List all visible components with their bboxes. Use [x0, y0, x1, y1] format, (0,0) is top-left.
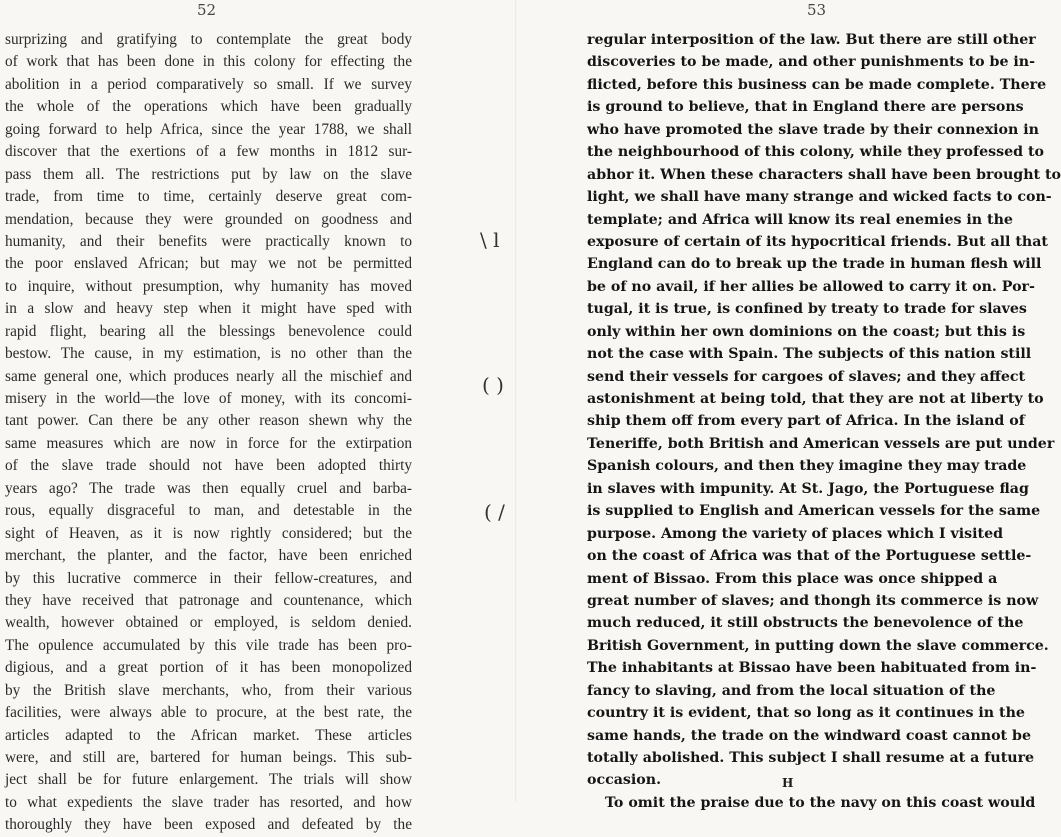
page-number-left: 52: [197, 1, 217, 19]
text-line: to what expedients the slave trader has resorted, and how: [5, 793, 412, 811]
page-number-right: 53: [807, 1, 827, 19]
text-line: by the British slave merchants, who, from their various: [5, 681, 412, 699]
text-line: in a slow and heavy step when it might have sped with: [5, 300, 412, 318]
text-line: they have received that patronage and countenance, which: [5, 591, 412, 609]
text-line: country it is evident, that so long as it continues in the: [587, 705, 1025, 722]
text-line: wealth, however obtained or employed, is seldom denied.: [5, 614, 412, 632]
right-page: [560, 0, 1061, 811]
text-line: regular interposition of the law. But there are still other: [587, 32, 1036, 48]
text-line: were, and still are, bartered for human beings. This sub-: [5, 749, 412, 766]
text-line: the whole of the operations which have been gradually: [5, 98, 412, 116]
text-line: rapid flight, bearing all the blessings benevolence could: [5, 322, 412, 340]
signature-mark: H: [782, 776, 794, 790]
text-line: only within her own dominions on the coast; but this is: [587, 323, 1026, 340]
gutter: [470, 0, 560, 801]
text-line: surprizing and gratifying to contemplate the great body: [5, 31, 412, 48]
gutter-mark: \ l: [480, 228, 500, 252]
text-line: the neighbourhood of this colony, while they professed to: [587, 144, 1045, 161]
text-line: sight of Heaven, as it is now rightly considered; but the: [5, 524, 412, 542]
text-line: trade, from time to time, certainly deserve great com-: [5, 188, 412, 206]
text-line: be of no avail, if her allies be allowed to carry it on. Por-: [587, 278, 1035, 295]
text-line: on the coast of Africa was that of the Portuguese settle-: [587, 548, 1032, 565]
text-line: tant power. Can there be any other reason shewn why the: [5, 412, 412, 430]
text-line: ject shall be for future enlargement. The trials will show: [5, 771, 412, 789]
text-line: British Government, in putting down the slave commerce.: [587, 637, 1049, 654]
text-line: The opulence accumulated by this vile trade has been pro-: [5, 636, 412, 654]
text-line: same general one, which produces nearly all the mischief and: [5, 367, 412, 385]
text-line: merchant, the planter, and the factor, have been enriched: [5, 547, 412, 565]
text-line: abolition in a period comparatively so small. If we survey: [5, 75, 412, 93]
text-line: great number of slaves; and thongh its commerce is now: [587, 592, 1039, 609]
text-line: thoroughly they have been exposed and defeated by the: [5, 816, 412, 834]
text-line: fancy to slaving, and from the local situation of the: [587, 682, 996, 699]
text-line: Spanish colours, and then they imagine they may trade: [587, 458, 1027, 475]
text-line: of the slave trade should not have been adopted thirty: [5, 457, 412, 475]
text-line: same measures which are now in force for the extirpation: [5, 434, 412, 452]
text-line: pass them all. The restrictions put by law on the slave: [5, 165, 412, 183]
text-line: misery in the world—the love of money, with its concomi-: [5, 390, 412, 407]
text-line: is ground to believe, that in England there are persons: [587, 99, 1024, 116]
text-line: totally abolished. This subject I shall resume at a future: [587, 750, 1035, 766]
text-line: not the case with Spain. The subjects of this nation still: [587, 346, 1032, 363]
text-line: bestow. The cause, in my estimation, is no other than the: [5, 345, 412, 363]
right-page-text: [587, 29, 1061, 814]
text-line: template; and Africa will know its real enemies in the: [587, 211, 1013, 228]
text-line: going forward to help Africa, since the year 1788, we shall: [5, 120, 412, 138]
text-line: ment of Bissao. From this place was once shipped a: [587, 570, 998, 587]
gutter-mark: ( /: [484, 500, 505, 524]
text-line: to inquire, without presumption, why humanity has moved: [5, 277, 412, 295]
text-line: facilities, were always able to procure, at the best rate, the: [5, 704, 412, 722]
text-line: exposure of certain of its hypocritical friends. But all that: [587, 233, 1048, 250]
text-line: tugal, it is true, is confined by treaty to trade for slaves: [587, 301, 1027, 318]
left-page: [0, 0, 470, 834]
text-line: in slaves with impunity. At St. Jago, the Portuguese flag: [587, 480, 1029, 497]
text-line: discover that the exertions of a few months in 1812 sur-: [5, 143, 412, 161]
text-line: same hands, the trade on the windward coast cannot be: [587, 727, 1031, 744]
text-line: by this lucrative commerce in their fellow-creatures, and: [5, 569, 412, 587]
text-line: flicted, before this business can be made complete. There: [587, 76, 1047, 93]
text-line: astonishment at being told, that they are not at liberty to: [587, 391, 1044, 407]
text-line: years ago? The trade was then equally cruel and barba-: [5, 479, 412, 497]
text-line: discoveries to be made, and other punishments to be in-: [587, 54, 1036, 71]
text-line: the poor enslaved African; but may we not be permitted: [5, 255, 412, 273]
text-line: articles adapted to the African market. These articles: [5, 726, 412, 744]
text-line: The inhabitants at Bissao have been habituated from in-: [587, 660, 1037, 677]
text-line: occasion.: [587, 772, 662, 789]
text-line: To omit the praise due to the navy on this coast would: [605, 794, 1036, 811]
text-line: is supplied to English and American vessels for the same: [587, 503, 1041, 520]
text-line: England can do to break up the trade in human flesh will: [587, 256, 1042, 273]
text-line: much reduced, it still obstructs the benevolence of the: [587, 615, 1024, 632]
text-line: mendation, because they were grounded on goodness and: [5, 210, 412, 228]
text-line: humanity, and their benefits were practically known to: [5, 232, 412, 250]
text-line: Teneriffe, both British and American vessels are put under: [587, 435, 1055, 452]
text-line: rous, equally disgraceful to man, and detestable in the: [5, 502, 412, 520]
text-line: purpose. Among the variety of places which I visited: [587, 525, 1004, 542]
text-line: abhor it. When these characters shall have been brought to: [587, 166, 1061, 183]
left-page-text: [5, 29, 412, 837]
text-line: send their vessels for cargoes of slaves; and they affect: [587, 368, 1026, 385]
text-line: light, we shall have many strange and wicked facts to con-: [587, 189, 1052, 206]
text-line: who have promoted the slave trade by their connexion in: [587, 121, 1039, 138]
gutter-mark: ( ): [482, 373, 504, 397]
text-line: ship them off from every part of Africa. In the island of: [587, 413, 1025, 430]
text-line: digious, and a great portion of it has been monopolized: [5, 659, 412, 677]
text-line: of work that has been done in this colony for effecting the: [5, 53, 412, 71]
